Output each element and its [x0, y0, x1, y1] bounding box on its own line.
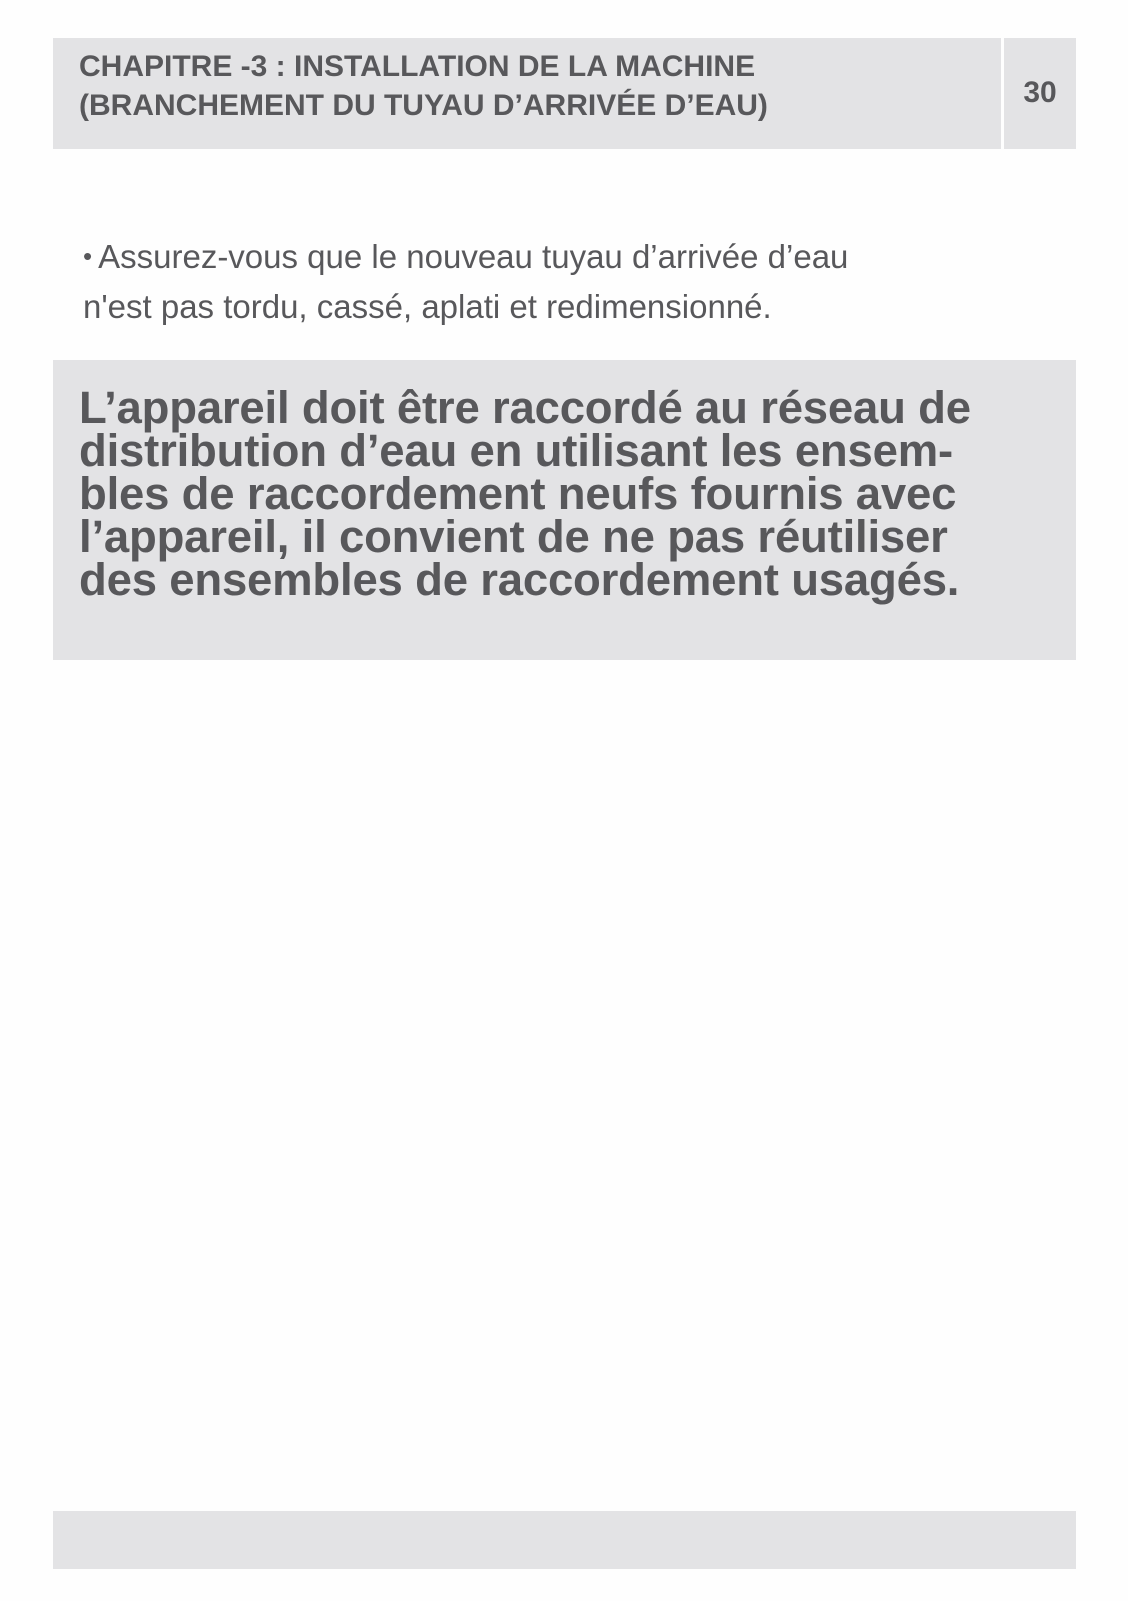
notice-line-4: l’appareil, il convient de ne pas réutiliser	[79, 511, 948, 562]
bullet-icon: •	[83, 241, 93, 271]
chapter-title-line-1: CHAPITRE -3 : INSTALLATION DE LA MACHINE	[79, 50, 756, 83]
bullet-paragraph	[83, 231, 1043, 332]
footer-bar	[53, 1511, 1076, 1569]
bullet-line-1	[83, 231, 1043, 282]
notice-line-2: distribution d’eau en utilisant les ensem-	[79, 425, 953, 476]
chapter-header	[53, 38, 1001, 149]
warning-notice-box	[53, 360, 1076, 660]
notice-line-5: des ensembles de raccordement usagés.	[79, 554, 960, 605]
bullet-text-line-2: n'est pas tordu, cassé, aplati et redimensionné.	[83, 288, 772, 325]
notice-line-1: L’appareil doit être raccordé au réseau de	[79, 382, 971, 433]
page-number: 30	[1004, 38, 1076, 149]
notice-line-3: bles de raccordement neufs fournis avec	[79, 468, 957, 519]
chapter-title-line-2: (BRANCHEMENT DU TUYAU D’ARRIVÉE D’EAU)	[79, 89, 768, 122]
bullet-text-line-1: Assurez-vous que le nouveau tuyau d’arrivée d’eau	[98, 238, 849, 275]
